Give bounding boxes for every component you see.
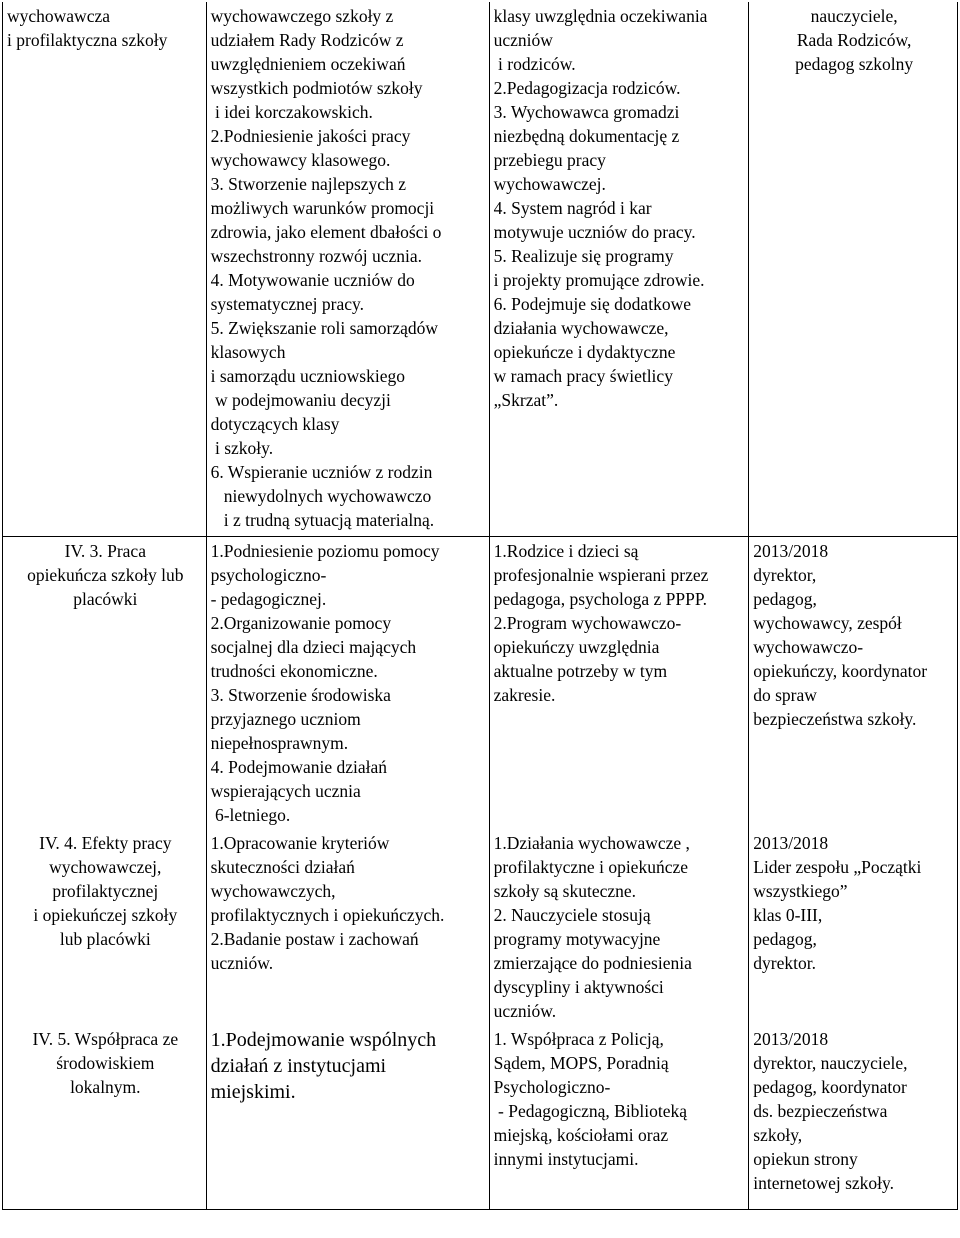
cell-text-line: profilaktycznych i opiekuńczych. [210,905,445,925]
cell-text-line: w podejmowaniu decyzji [210,390,391,410]
cell-text-line: klas 0-III, [753,905,823,925]
cell-text-line: możliwych warunków promocji [210,198,435,218]
cell-text-line: systematycznej pracy. [210,294,364,314]
cell-text-line: wszystkich podmiotów szkoły [210,78,423,98]
cell-text-line: Sądem, MOPS, Poradnią [493,1053,669,1073]
cell-text-line: nauczyciele, [810,6,898,26]
cell-text-line: i projekty promujące zdrowie. [493,270,705,290]
cell-text-line: internetowej szkoły. [753,1173,895,1193]
cell-text-line: uczniów. [210,953,274,973]
cell-text-line: zakresie. [493,685,556,705]
cell-text-line: bezpieczeństwa szkoły. [753,709,917,729]
cell-text-line: 1.Opracowanie kryteriów [210,833,390,853]
cell-text-line: wychowawcy, zespół [753,613,902,633]
area-cell [3,2,207,537]
cell-text-line: profilaktycznej [52,881,159,901]
cell-text-line: pedagog szkolny [795,54,914,74]
cell-text-line: w ramach pracy świetlicy [493,366,673,386]
cell-text-line: działań z instytucjami [210,1055,387,1077]
cell-text-line: 4. System nagród i kar [493,198,652,218]
cell-text-line: 5. Realizuje się programy [493,246,674,266]
cell-text-line: środowiskiem [56,1053,155,1073]
cell-text-line: szkoły, [753,1125,803,1145]
cell-text-line: wychowawczego szkoły z [210,6,394,26]
responsible-cell [749,2,958,537]
cell-text-line: placówki [73,589,138,609]
cell-text-line: klasy uwzględnia oczekiwania [493,6,708,26]
cell-text-line: 1. Współpraca z Policją, [493,1029,664,1049]
criteria-cell [489,1025,749,1210]
criteria-cell [489,2,749,537]
cell-text-line: i z trudną sytuacją materialną. [210,510,435,530]
criteria-cell [489,537,749,830]
cell-text-line: 4. Motywowanie uczniów do [210,270,415,290]
cell-text-line: skuteczności działań [210,857,355,877]
cell-text-line: 1.Rodzice i dzieci są [493,541,639,561]
cell-text-line: programy motywacyjne [493,929,661,949]
cell-text-line: 2.Pedagogizacja rodziców. [493,78,681,98]
cell-text-line: - Pedagogiczną, Biblioteką [493,1101,688,1121]
cell-text-line: 5. Zwiększanie roli samorządów [210,318,439,338]
cell-text-line: IV. 4. Efekty pracy [39,833,172,853]
cell-text-line: przebiegu pracy [493,150,606,170]
cell-text-line: 2. Nauczyciele stosują [493,905,651,925]
cell-text-line: klasowych [210,342,286,362]
cell-text-line: 2.Program wychowawczo- [493,613,682,633]
cell-text-line: wychowawczo- [753,637,864,657]
cell-text-line: innymi instytucjami. [493,1149,639,1169]
cell-text-line: „Skrzat”. [493,390,559,410]
cell-text-line: IV. 3. Praca [64,541,146,561]
cell-text-line: udziałem Rady Rodziców z [210,30,404,50]
cell-text-line: aktualne potrzeby w tym [493,661,668,681]
cell-text-line: motywuje uczniów do pracy. [493,222,696,242]
cell-text-line: uczniów [493,30,553,50]
cell-text-line: i idei korczakowskich. [210,102,373,122]
cell-text-line: wszystkiego” [753,881,848,901]
cell-text-line: 2013/2018 [753,541,829,561]
goals-cell [206,537,489,830]
cell-text-line: 2.Podniesienie jakości pracy [210,126,411,146]
cell-text-line: zmierzające do podniesienia [493,953,692,973]
cell-text-line: dotyczących klasy [210,414,340,434]
cell-text-line: profilaktyczne i opiekuńcze [493,857,688,877]
cell-text-line: socjalnej dla dzieci mających [210,637,417,657]
cell-text-line: uwzględnieniem oczekiwań [210,54,406,74]
cell-text-line: i profilaktyczna szkoły [7,30,168,50]
cell-text-line: pedagog, [753,929,817,949]
cell-text-line: 2013/2018 [753,833,829,853]
table-row [3,2,958,537]
cell-text-line: lub placówki [59,929,151,949]
cell-text-line: i szkoły. [210,438,274,458]
cell-text-line: Psychologiczno- [493,1077,611,1097]
cell-text-line: IV. 5. Współpraca ze [32,1029,179,1049]
cell-text-line: psychologiczno- [210,565,327,585]
cell-text-line: przyjaznego uczniom [210,709,361,729]
responsible-cell [749,1025,958,1210]
cell-text-line: pedagog, [753,589,817,609]
cell-text-line: 1.Podejmowanie wspólnych [210,1029,437,1051]
cell-text-line: 2.Badanie postaw i zachowań [210,929,419,949]
cell-text-line: opiekun strony [753,1149,858,1169]
goals-cell [206,2,489,537]
cell-text-line: niepełnosprawnym. [210,733,349,753]
cell-text-line: wspierających ucznia [210,781,361,801]
cell-text-line: opiekuńczy, koordynator [753,661,928,681]
area-cell [3,829,207,1025]
cell-text-line: i rodziców. [493,54,576,74]
cell-text-line: pedagog, koordynator [753,1077,907,1097]
cell-text-line: dyrektor, nauczyciele, [753,1053,908,1073]
cell-text-line: wychowawczych, [210,881,336,901]
cell-text-line: dyrektor. [753,953,816,973]
cell-text-line: profesjonalnie wspierani przez [493,565,709,585]
cell-text-line: 3. Wychowawca gromadzi [493,102,680,122]
cell-text-line: i samorządu uczniowskiego [210,366,405,386]
cell-text-line: - pedagogicznej. [210,589,327,609]
area-cell [3,1025,207,1210]
cell-text-line: pedagoga, psychologa z PPPP. [493,589,708,609]
cell-text-line: opiekuńcze i dydaktyczne [493,342,676,362]
cell-text-line: opiekuńczy uwzględnia [493,637,660,657]
cell-text-line: 6-letniego. [210,805,291,825]
cell-text-line: wychowawcza [7,6,111,26]
cell-text-line: 2013/2018 [753,1029,829,1049]
goals-cell [206,829,489,1025]
cell-text-line: i opiekuńczej szkoły [33,905,178,925]
cell-text-line: uczniów. [493,1001,557,1021]
cell-text-line: wychowawczej, [49,857,162,877]
cell-text-line: 1.Podniesienie poziomu pomocy [210,541,440,561]
cell-text-line: miejską, kościołami oraz [493,1125,669,1145]
plan-table [2,2,958,1210]
cell-text-line: Rada Rodziców, [796,30,912,50]
cell-text-line: wychowawcy klasowego. [210,150,391,170]
cell-text-line: Lider zespołu „Początki [753,857,922,877]
cell-text-line: wychowawczej. [493,174,606,194]
cell-text-line: lokalnym. [70,1077,141,1097]
cell-text-line: wszechstronny rozwój ucznia. [210,246,422,266]
area-cell [3,537,207,830]
responsible-cell [749,829,958,1025]
cell-text-line: dyrektor, [753,565,817,585]
table-row [3,829,958,1025]
cell-text-line: dyscypliny i aktywności [493,977,664,997]
cell-text-line: 4. Podejmowanie działań [210,757,388,777]
cell-text-line: 1.Działania wychowawcze , [493,833,690,853]
cell-text-line: 3. Stworzenie środowiska [210,685,391,705]
cell-text-line: działania wychowawcze, [493,318,669,338]
cell-text-line: zdrowia, jako element dbałości o [210,222,442,242]
criteria-cell [489,829,749,1025]
cell-text-line: do spraw [753,685,817,705]
cell-text-line: ds. bezpieczeństwa [753,1101,888,1121]
cell-text-line: szkoły są skuteczne. [493,881,637,901]
table-row [3,1025,958,1210]
responsible-cell [749,537,958,830]
cell-text-line: opiekuńcza szkoły lub [27,565,184,585]
cell-text-line: 3. Stworzenie najlepszych z [210,174,406,194]
cell-text-line: 2.Organizowanie pomocy [210,613,392,633]
goals-cell [206,1025,489,1210]
cell-text-line: 6. Podejmuje się dodatkowe [493,294,691,314]
cell-text-line: niewydolnych wychowawczo [210,486,432,506]
cell-text-line: miejskimi. [210,1081,296,1103]
cell-text-line: trudności ekonomiczne. [210,661,378,681]
table-row [3,537,958,830]
cell-text-line: 6. Wspieranie uczniów z rodzin [210,462,433,482]
cell-text-line: niezbędną dokumentację z [493,126,680,146]
